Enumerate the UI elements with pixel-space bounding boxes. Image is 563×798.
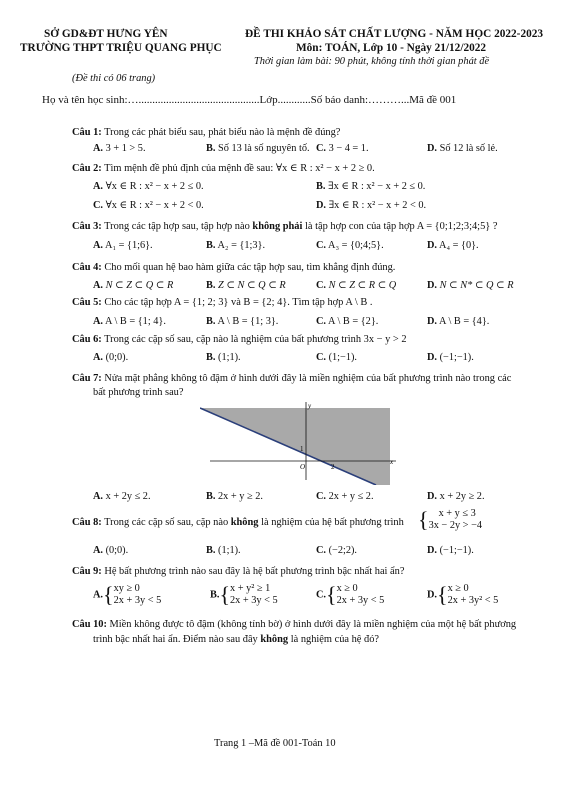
question-1: Câu 1: Trong các phát biểu sau, phát biểu nào là mệnh đề đúng? — [72, 127, 341, 138]
q4-option-a[interactable]: A. N ⊂ Z ⊂ Q ⊂ R — [93, 280, 174, 291]
school-name: TRƯỜNG THPT TRIỆU QUANG PHỤC — [20, 42, 222, 54]
q9-option-a[interactable]: A.{ xy ≥ 0 2x + 3y < 5 — [93, 582, 162, 607]
q7-option-a[interactable]: A. x + 2y ≤ 2. — [93, 491, 151, 502]
q3-option-b[interactable]: B. A₂ = {1;3}. — [206, 240, 266, 251]
question-6: Câu 6: Trong các cặp số sau, cặp nào là nghiệm của bất phương trình 3x − y > 2 — [72, 334, 407, 345]
q6-option-c[interactable]: C. (1;−1). — [316, 352, 357, 363]
question-2: Câu 2: Tìm mệnh đề phủ định của mệnh đề sau: ∀x ∈ R : x² − x + 2 ≥ 0. — [72, 163, 375, 174]
student-info-line: Họ và tên học sinh:…............................................Lớp............Số báo danh:………...Mã đề 001 — [42, 94, 457, 106]
q2-option-b[interactable]: B. ∃x ∈ R : x² − x + 2 ≤ 0. — [316, 181, 426, 192]
q8-option-c[interactable]: C. (−2;2). — [316, 545, 357, 556]
q7-option-d[interactable]: D. x + 2y ≥ 2. — [427, 491, 485, 502]
exam-title: ĐỀ THI KHẢO SÁT CHẤT LƯỢNG - NĂM HỌC 2022-2023 — [245, 28, 544, 40]
q9-option-d[interactable]: D.{ x ≥ 0 2x + 3y² < 5 — [427, 582, 499, 607]
q4-option-c[interactable]: C. N ⊂ Z ⊂ R ⊂ Q — [316, 280, 397, 291]
q5-option-d[interactable]: D. A \ B = {4}. — [427, 316, 490, 327]
q5-option-b[interactable]: B. A \ B = {1; 3}. — [206, 316, 279, 327]
question-10: Câu 10: Miền không được tô đậm (không tính bờ) ở hình dưới đây là miền nghiệm của một hệ bất phương — [72, 619, 517, 630]
q7-origin-label: O — [300, 463, 306, 471]
pages-note: (Đề thi có 06 trang) — [72, 73, 156, 84]
q7-graph — [200, 400, 400, 485]
q4-option-d[interactable]: D. N ⊂ N* ⊂ Q ⊂ R — [427, 280, 514, 291]
q2-option-c[interactable]: C. ∀x ∈ R : x² − x + 2 < 0. — [93, 200, 204, 211]
q7-shaded-region — [200, 408, 390, 485]
q1-option-a[interactable]: A. 3 + 1 > 5. — [93, 143, 146, 154]
question-10-line2: trình bậc nhất hai ẩn. Điểm nào sau đây không là nghiệm của hệ đó? — [93, 634, 380, 645]
question-7-line2: bất phương trình sau? — [93, 387, 184, 398]
q5-option-a[interactable]: A. A \ B = {1; 4}. — [93, 316, 166, 327]
question-8: Câu 8: Trong các cặp số sau, cặp nào không là nghiệm của hệ bất phương trình — [72, 517, 404, 528]
q8-system: { x + y ≤ 3 3x − 2y > −4 — [418, 507, 483, 532]
q8-option-a[interactable]: A. (0;0). — [93, 545, 129, 556]
q3-option-a[interactable]: A. A₁ = {1;6}. — [93, 240, 153, 251]
q7-tick-y: 1 — [300, 445, 304, 453]
q7-tick-x: 2 — [331, 463, 335, 471]
q2-option-d[interactable]: D. ∃x ∈ R : x² − x + 2 < 0. — [316, 200, 427, 211]
q6-option-b[interactable]: B. (1;1). — [206, 352, 241, 363]
question-7: Câu 7: Nửa mặt phẳng không tô đậm ở hình dưới đây là miền nghiệm của bất phương trình nào trong các — [72, 373, 512, 384]
q7-option-c[interactable]: C. 2x + y ≤ 2. — [316, 491, 374, 502]
q1-option-d[interactable]: D. Số 12 là số lẻ. — [427, 143, 498, 154]
question-4: Câu 4: Cho mối quan hệ bao hàm giữa các tập hợp sau, tìm khẳng định đúng. — [72, 262, 396, 273]
q1-option-c[interactable]: C. 3 − 4 = 1. — [316, 143, 369, 154]
q7-option-b[interactable]: B. 2x + y ≥ 2. — [206, 491, 263, 502]
q8-option-d[interactable]: D. (−1;−1). — [427, 545, 474, 556]
q9-option-c[interactable]: C.{ x ≥ 0 2x + 3y < 5 — [316, 582, 385, 607]
page-footer: Trang 1 –Mã đề 001-Toán 10 — [214, 738, 336, 749]
q6-option-d[interactable]: D. (−1;−1). — [427, 352, 474, 363]
q9-option-b[interactable]: B.{ x + y² ≥ 1 2x + 3y < 5 — [210, 582, 278, 607]
q1-option-b[interactable]: B. Số 13 là số nguyên tố. — [206, 143, 310, 154]
school-dept: SỞ GD&ĐT HƯNG YÊN — [44, 28, 168, 40]
q3-option-d[interactable]: D. A₄ = {0}. — [427, 240, 479, 251]
question-3: Câu 3: Trong các tập hợp sau, tập hợp nào không phải là tập hợp con của tập hợp A = {0;1;2;3;4;5} ? — [72, 221, 498, 232]
q3-option-c[interactable]: C. A₃ = {0;4;5}. — [316, 240, 384, 251]
q2-option-a[interactable]: A. ∀x ∈ R : x² − x + 2 ≤ 0. — [93, 181, 204, 192]
exam-subject: Môn: TOÁN, Lớp 10 - Ngày 21/12/2022 — [296, 42, 487, 54]
q4-option-b[interactable]: B. Z ⊂ N ⊂ Q ⊂ R — [206, 280, 286, 291]
question-9: Câu 9: Hệ bất phương trình nào sau đây là hệ bất phương trình bậc nhất hai ẩn? — [72, 566, 405, 577]
question-5: Câu 5: Cho các tập hợp A = {1; 2; 3} và B = {2; 4}. Tìm tập hợp A \ B . — [72, 297, 373, 308]
q7-y-label: y — [308, 402, 312, 410]
q6-option-a[interactable]: A. (0;0). — [93, 352, 129, 363]
q8-option-b[interactable]: B. (1;1). — [206, 545, 241, 556]
q5-option-c[interactable]: C. A \ B = {2}. — [316, 316, 379, 327]
q7-x-label: x — [390, 458, 394, 466]
exam-time: Thời gian làm bài: 90 phút, không tính thời gian phát đề — [254, 56, 490, 67]
